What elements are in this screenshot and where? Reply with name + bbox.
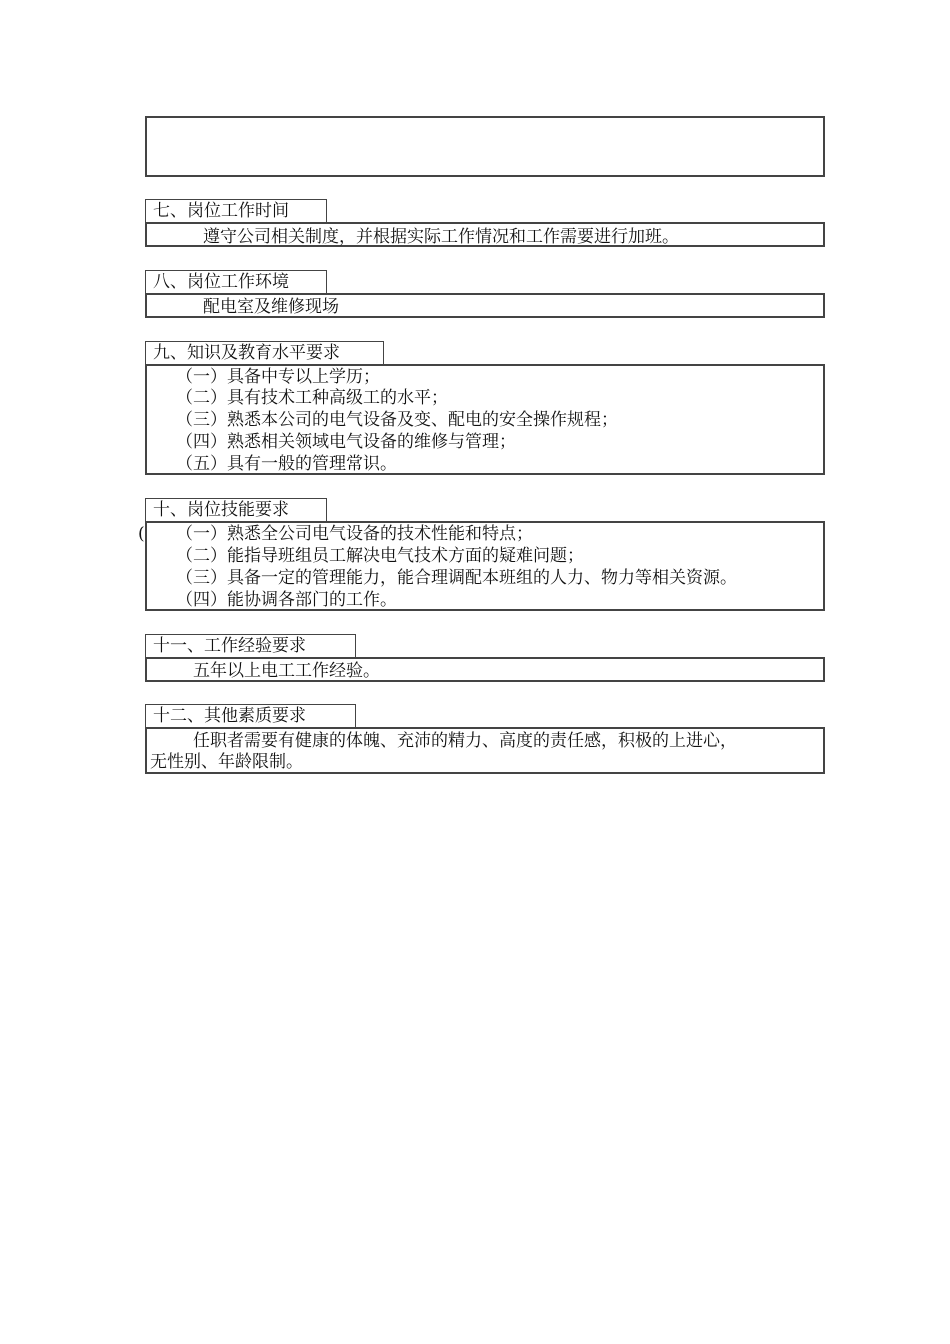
section-7-title: 七、岗位工作时间: [145, 199, 327, 222]
section-10-title: 十、岗位技能要求: [145, 498, 327, 521]
section-10-line-2: （二）能指导班组员工解决电气技术方面的疑难问题；: [176, 546, 584, 566]
section-11-title: 十一、工作经验要求: [145, 634, 356, 657]
section-12-line-1: 任职者需要有健康的体魄、充沛的精力、高度的责任感，积极的上进心，: [193, 731, 737, 751]
section-8-title: 八、岗位工作环境: [145, 270, 327, 293]
section-12-title: 十二、其他素质要求: [145, 704, 356, 727]
section-9-line-2: （二）具有技术工种高级工的水平；: [176, 388, 448, 408]
section-10-stray-paren: (: [138, 524, 145, 544]
section-10-line-3: （三）具备一定的管理能力，能合理调配本班组的人力、物力等相关资源。: [176, 568, 737, 588]
section-9-line-4: （四）熟悉相关领域电气设备的维修与管理；: [176, 432, 516, 452]
section-10-line-4: （四）能协调各部门的工作。: [176, 590, 397, 610]
section-7-text: 遵守公司相关制度，并根据实际工作情况和工作需要进行加班。: [203, 227, 679, 247]
empty-continuation-box: [145, 116, 825, 177]
section-9-line-3: （三）熟悉本公司的电气设备及变、配电的安全操作规程；: [176, 410, 618, 430]
section-8-text: 配电室及维修现场: [203, 297, 339, 317]
section-10-line-1: （一）熟悉全公司电气设备的技术性能和特点；: [176, 524, 533, 544]
section-9-line-1: （一）具备中专以上学历；: [176, 367, 380, 387]
section-9-line-5: （五）具有一般的管理常识。: [176, 454, 397, 474]
section-9-title: 九、知识及教育水平要求: [145, 341, 384, 364]
section-11-text: 五年以上电工工作经验。: [193, 661, 380, 681]
section-12-line-2: 无性别、年龄限制。: [150, 752, 303, 772]
